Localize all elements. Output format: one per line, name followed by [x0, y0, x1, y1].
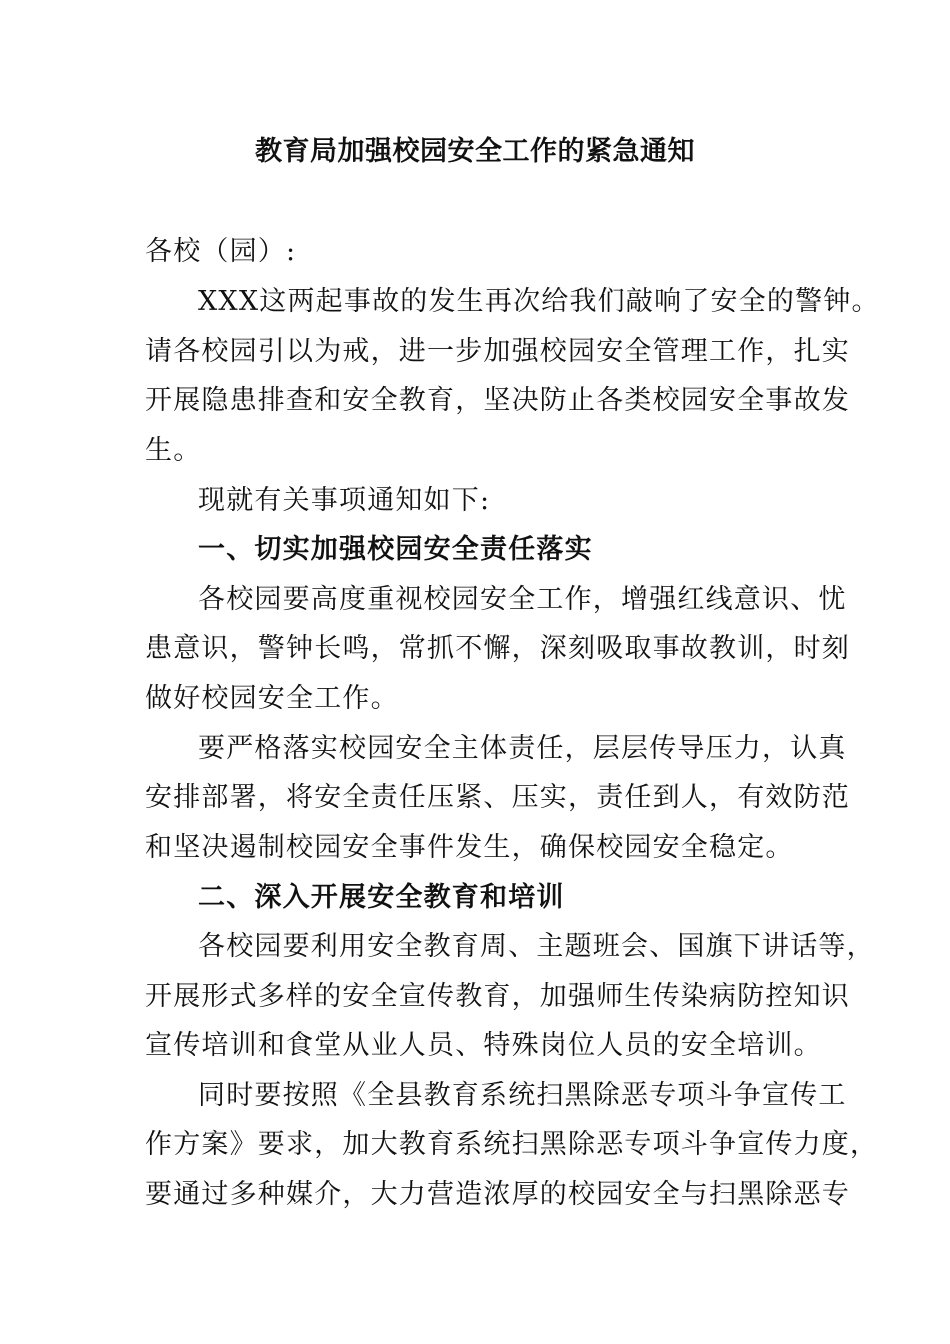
section-heading-2: 二、深入开展安全教育和培训 [198, 882, 565, 913]
paragraph-line: 各校园要高度重视校园安全工作，增强红线意识、忧 [198, 584, 847, 615]
paragraph-line: 开展形式多样的安全宣传教育，加强师生传染病防控知识 [145, 981, 850, 1012]
paragraph-line: 宣传培训和食堂从业人员、特殊岗位人员的安全培训。 [145, 1030, 822, 1061]
paragraph-line: 要通过多种媒介，大力营造浓厚的校园安全与扫黑除恶专 [145, 1179, 850, 1210]
paragraph-line: 生。 [145, 435, 202, 466]
paragraph-line: 要严格落实校园安全主体责任，层层传导压力，认真 [198, 733, 847, 764]
paragraph-line: 和坚决遏制校园安全事件发生，确保校园安全稳定。 [145, 832, 794, 863]
paragraph-line: 同时要按照《全县教育系统扫黑除恶专项斗争宣传工 [198, 1080, 847, 1111]
paragraph-line: 各校园要利用安全教育周、主题班会、国旗下讲话等， [198, 931, 875, 962]
paragraph-line: 做好校园安全工作。 [145, 683, 399, 714]
paragraph-line: XXX这两起事故的发生再次给我们敲响了安全的警钟。 [198, 286, 880, 317]
document-title: 教育局加强校园安全工作的紧急通知 [255, 136, 695, 167]
paragraph-line: 请各校园引以为戒，进一步加强校园安全管理工作，扎实 [145, 336, 850, 367]
paragraph-line: 作方案》要求，加大教育系统扫黑除恶专项斗争宣传力度， [145, 1129, 879, 1160]
paragraph-line: 开展隐患排查和安全教育，坚决防止各类校园安全事故发 [145, 385, 850, 416]
paragraph-line: 安排部署，将安全责任压紧、压实，责任到人，有效防范 [145, 782, 850, 813]
paragraph-line: 现就有关事项通知如下: [198, 485, 491, 516]
paragraph-line: 患意识，警钟长鸣，常抓不懈，深刻吸取事故教训，时刻 [145, 633, 850, 664]
salutation: 各校（园）: [145, 236, 297, 267]
section-heading-1: 一、切实加强校园安全责任落实 [198, 534, 593, 565]
